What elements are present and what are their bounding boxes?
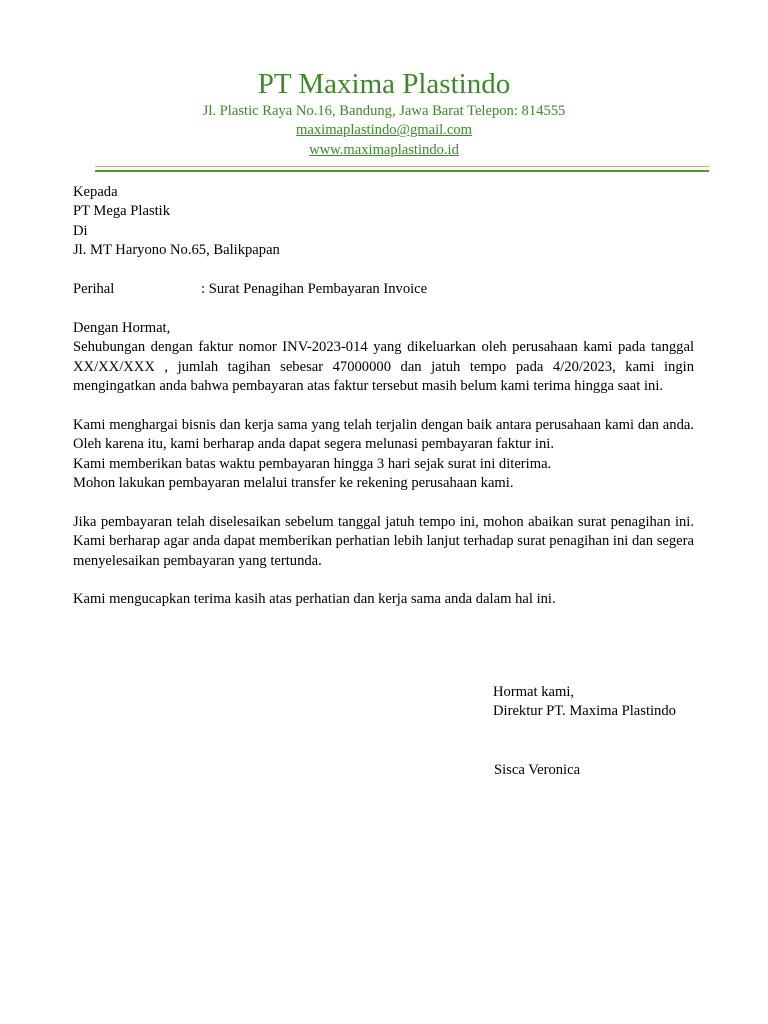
closing-position: Direktur PT. Maxima Plastindo xyxy=(493,703,676,720)
greeting: Dengan Hormat, xyxy=(73,319,171,336)
letterhead xyxy=(0,66,768,160)
subject-label: Perihal xyxy=(73,281,115,298)
paragraph-2c: Mohon lakukan pembayaran melalui transfer ke rekening perusahaan kami. xyxy=(73,475,514,492)
closing-block xyxy=(493,683,676,722)
paragraph-4: Kami mengucapkan terima kasih atas perhatian dan kerja sama anda dalam hal ini. xyxy=(73,591,556,608)
header-divider-thick xyxy=(95,170,709,172)
header-divider-thin xyxy=(95,166,709,167)
signer-name: Sisca Veronica xyxy=(494,762,581,778)
closing-regards: Hormat kami, xyxy=(493,684,575,700)
paragraph-2: Kami menghargai bisnis dan kerja sama yang telah terjalin dengan baik antara perusahaan kami dan anda. Oleh karena itu, kami berharap anda dapat segera melunasi pembayaran faktur ini. xyxy=(73,416,694,453)
recipient-address: Jl. MT Haryono No.65, Balikpapan xyxy=(73,242,280,259)
company-website-link[interactable]: www.maximaplastindo.id xyxy=(309,141,459,158)
letter-body xyxy=(73,183,694,610)
recipient-di: Di xyxy=(73,222,88,239)
subject-value: : Surat Penagihan Pembayaran Invoice xyxy=(201,281,428,298)
recipient-company: PT Mega Plastik xyxy=(73,203,171,220)
paragraph-2b: Kami memberikan batas waktu pembayaran hingga 3 hari sejak surat ini diterima. xyxy=(73,455,552,472)
company-name: PT Maxima Plastindo xyxy=(257,68,511,100)
paragraph-3: Jika pembayaran telah diselesaikan sebelum tanggal jatuh tempo ini, mohon abaikan surat penagihan ini. Kami berharap agar anda dapat memberikan perhatian lebih lanjut terhadap surat penagihan ini dan segera menyelesaikan pembayaran yang tertunda. xyxy=(73,513,694,569)
company-address: Jl. Plastic Raya No.16, Bandung, Jawa Barat Telepon: 814555 xyxy=(202,103,566,119)
recipient-kepada: Kepada xyxy=(73,184,118,200)
subject-line xyxy=(73,280,694,299)
company-email-link[interactable]: maximaplastindo@gmail.com xyxy=(296,122,472,139)
paragraph-1: Sehubungan dengan faktur nomor INV-2023-014 yang dikeluarkan oleh perusahaan kami pada tanggal XX/XX/XXX , jumlah tagihan sebesar 47000000 dan jatuh tempo pada 4/20/2023, kami ingin mengingatkan anda bahwa pembayaran atas faktur tersebut masih belum kami terima hingga saat ini. xyxy=(73,339,694,395)
